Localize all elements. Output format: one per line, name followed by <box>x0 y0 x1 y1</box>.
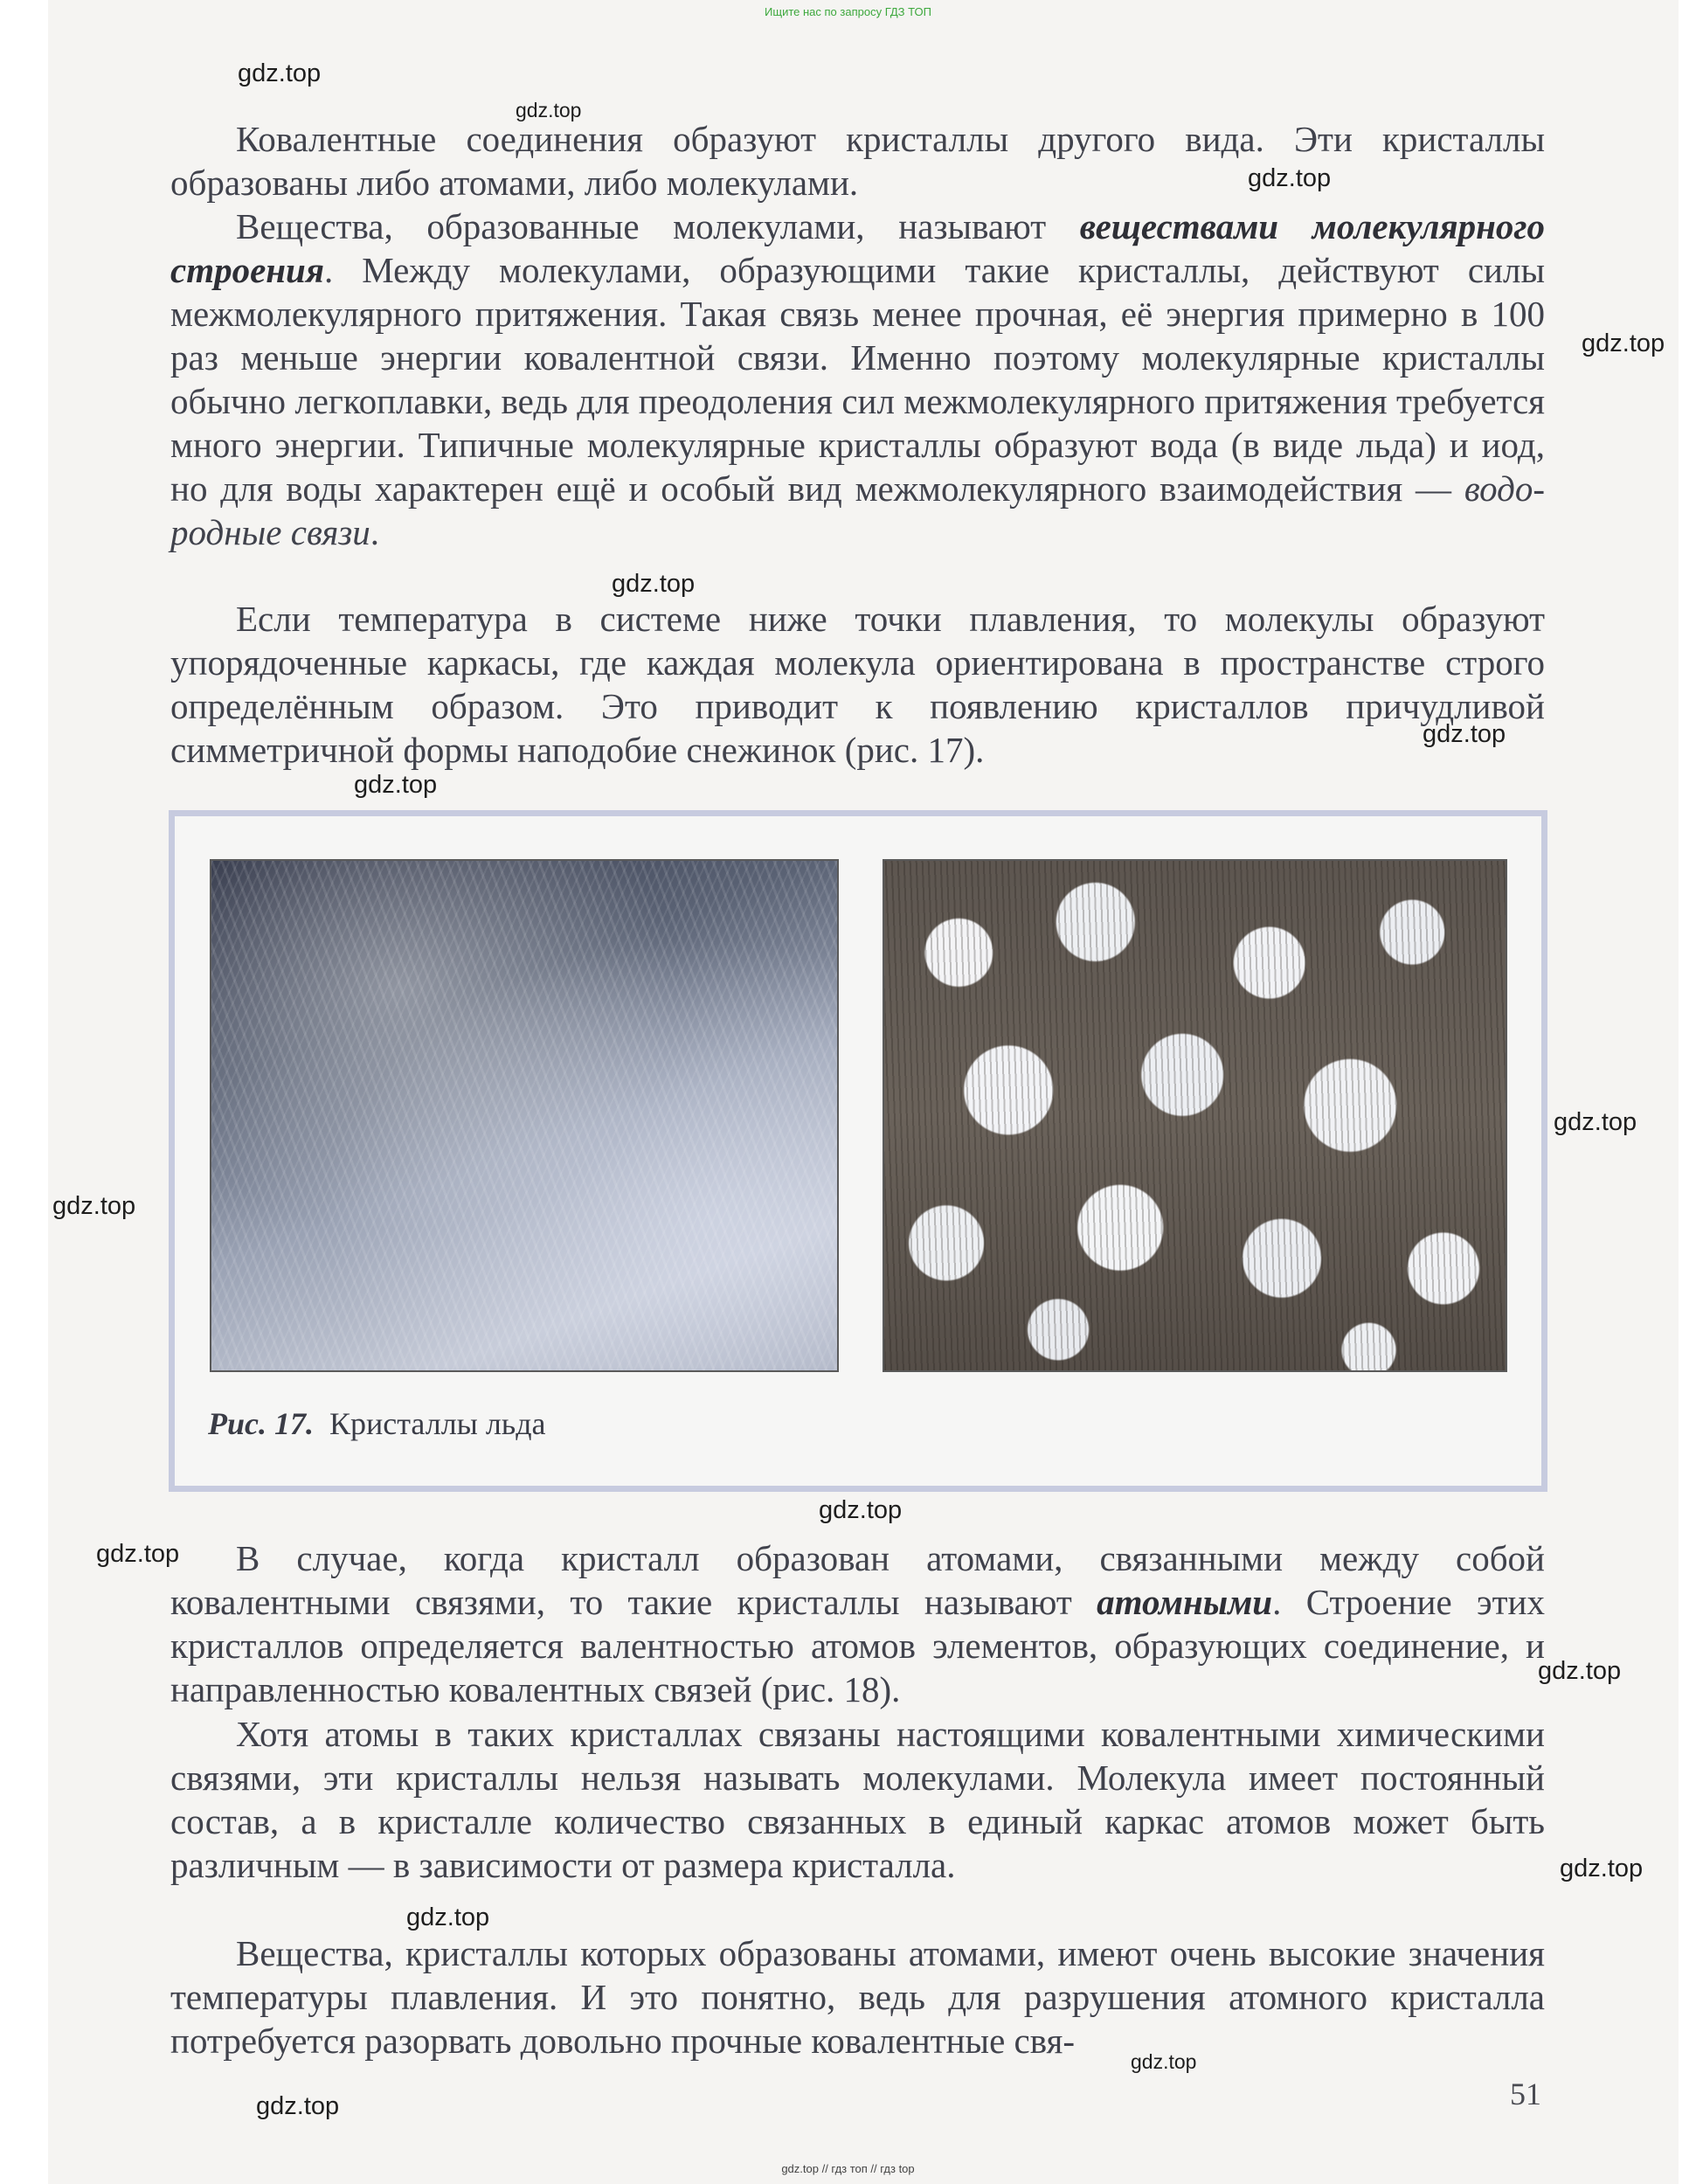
watermark: gdz.top <box>819 1496 903 1524</box>
watermark: gdz.top <box>354 771 438 799</box>
paragraph-4 <box>170 1536 1545 1711</box>
figure-caption <box>208 1405 546 1442</box>
paragraph-2-text: Вещества, образованные молекулами, называют <box>236 206 1080 246</box>
top-banner: Ищите нас по запросу ГДЗ ТОП <box>765 5 931 18</box>
watermark: gdz.top <box>1131 2050 1197 2073</box>
page-number: 51 <box>1510 2077 1541 2111</box>
watermark: gdz.top <box>1423 720 1506 748</box>
paragraph-4-text: . Строение этих кристаллов определяется валентностью атомов элементов, образующих соединение, и направленностью ковалентных связей (рис. 18). <box>170 1582 1545 1709</box>
paragraph-2-text: . <box>370 512 380 552</box>
watermark: gdz.top <box>612 570 696 598</box>
term-molecular-structure: веществами молекулярного строения <box>170 206 1545 290</box>
paragraph-4-text: В случае, когда кристалл образован атомами, связанными между собой ковалентными связями, то такие кристаллы называют <box>170 1538 1545 1622</box>
figure-caption-text: Кристаллы льда <box>329 1406 546 1441</box>
watermark: gdz.top <box>1582 329 1665 357</box>
watermark: gdz.top <box>1560 1855 1644 1882</box>
watermark: gdz.top <box>516 99 582 121</box>
paragraph-2-text: . Между молекулами, образующими такие кристаллы, действуют силы межмолекулярного притяжения. Такая связь менее прочная, её энергия примерно в 100 раз меньше энергии ковалентной связи. Именно поэтому молекулярные кристаллы обычно легкоплавки, ведь для преодоления сил межмолекулярного притяжения требуется много энергии. Типичные молекулярные кристаллы образуют вода (в виде льда) и иод, но для воды характерен ещё и особый вид межмолекулярного взаимодействия — <box>170 250 1545 509</box>
paragraph-1: Ковалентные соединения образуют кристаллы другого вида. Эти кристаллы образованы либо атомами, либо молекулами. <box>170 119 1545 203</box>
watermark: gdz.top <box>1538 1657 1622 1685</box>
paragraph-2 <box>170 205 1545 554</box>
watermark: gdz.top <box>96 1540 180 1568</box>
watermark: gdz.top <box>256 2092 340 2120</box>
page-margin-right <box>1679 0 1696 2184</box>
term-atomic: атомными <box>1097 1582 1273 1622</box>
paragraph-3: Если температура в системе ниже точки плавления, то молекулы образуют упорядоченные каркасы, где каждая молекула ориентирована в пространстве строго определённым образом. Это приводит к появлению кристаллов причудливой симметричной формы наподобие снежинок (рис. 17). <box>170 599 1545 770</box>
paragraph-5: Хотя атомы в таких кристаллах связаны настоящими ковалентными химическими связями, эти кристаллы нельзя называть молекулами. Молекула имеет постоянный состав, а в кристалле количество связанных в единый каркас атомов может быть различным — в зависимости от размера кристалла. <box>170 1714 1545 1885</box>
term-hydrogen-bonds: водородные связи <box>170 468 1545 552</box>
paragraph-6: Вещества, кристаллы которых образованы атомами, имеют очень высокие значения температуры плавления. И это понятно, ведь для разрушения атомного кристалла потребуется разорвать довольно прочные ковалентные свя- <box>170 1933 1545 2061</box>
figure-label: Рис. 17. <box>208 1406 314 1441</box>
bottom-banner: gdz.top // гдз топ // гдз top <box>781 2162 915 2175</box>
watermark: gdz.top <box>238 59 322 87</box>
watermark: gdz.top <box>52 1192 136 1220</box>
page-margin-left <box>0 0 48 2184</box>
frost-crystals-photo <box>210 859 839 1372</box>
watermark: gdz.top <box>406 1903 490 1931</box>
watermark: gdz.top <box>1554 1108 1637 1136</box>
watermark: gdz.top <box>1248 164 1332 192</box>
snow-crystals-photo <box>883 859 1507 1372</box>
